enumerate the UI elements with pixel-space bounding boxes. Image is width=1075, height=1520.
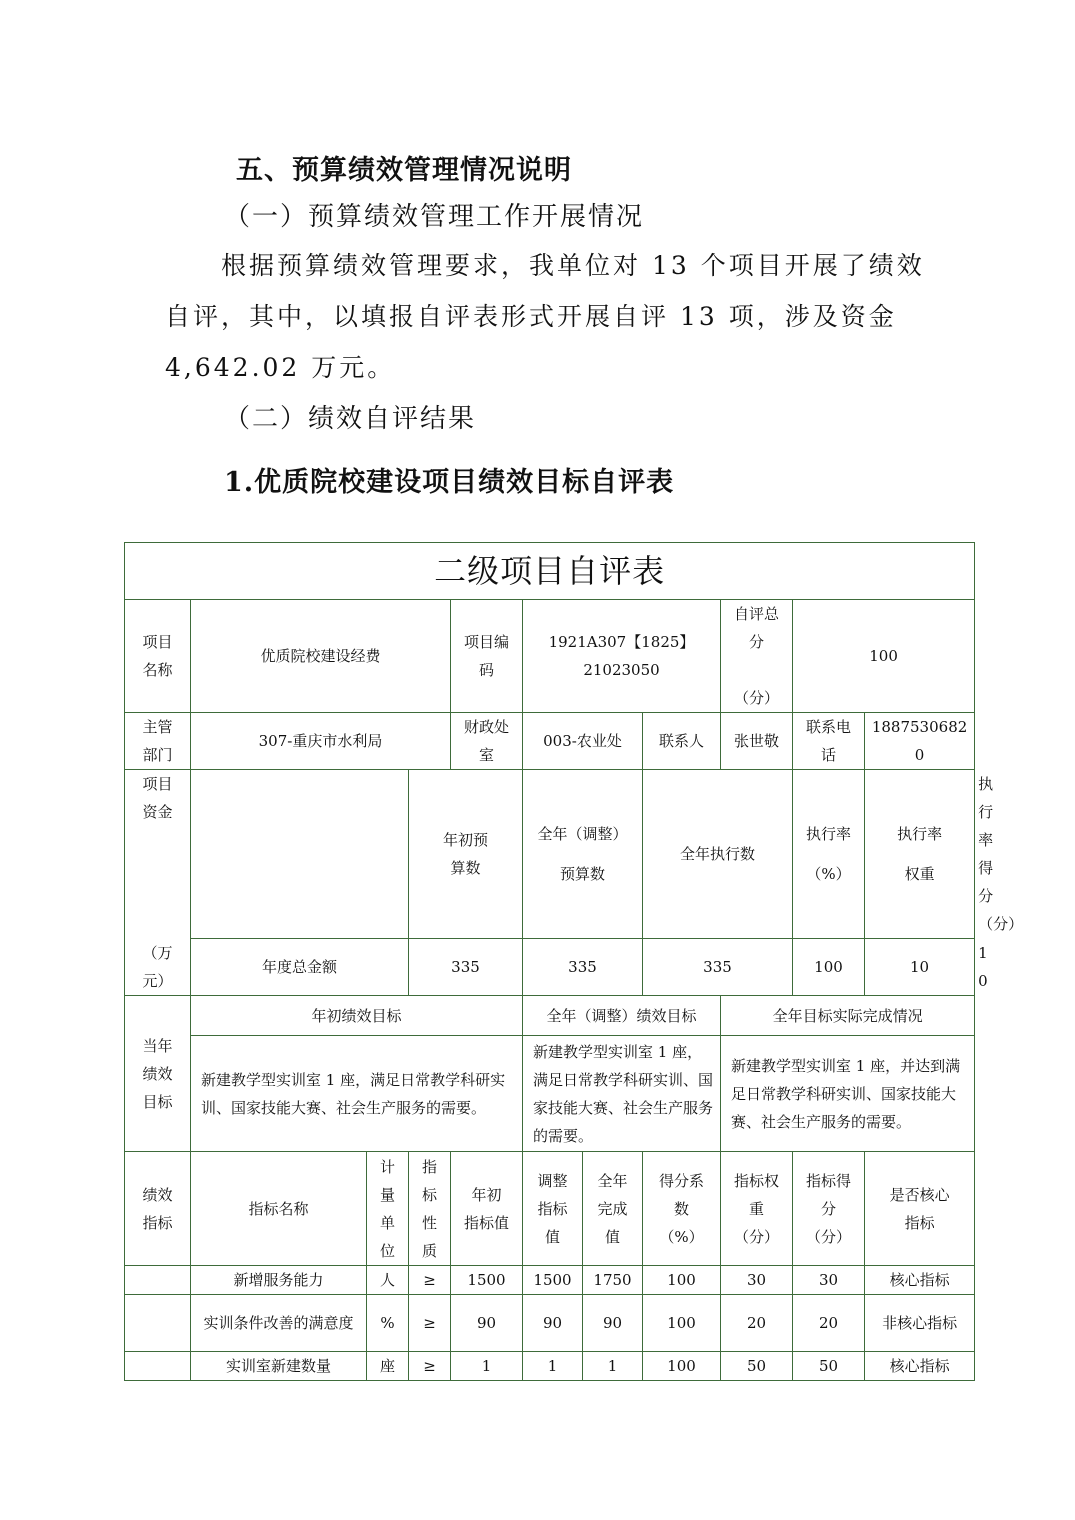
- ind-core: 核心指标: [865, 1352, 975, 1381]
- dept: 307-重庆市水利局: [191, 713, 451, 770]
- ind-nature: ≥: [409, 1266, 451, 1295]
- table-row: [125, 1266, 975, 1295]
- table-heading: 1.优质院校建设项目绩效目标自评表: [224, 467, 675, 498]
- ind-nature: ≥: [409, 1295, 451, 1352]
- ind-header-coef: 得分系 数 （%）: [643, 1152, 721, 1266]
- ind-name: 实训室新建数量: [191, 1352, 367, 1381]
- col-initial-budget: 年初预 算数: [409, 770, 523, 939]
- subsection-heading-results: （二）绩效自评结果: [224, 404, 477, 434]
- ind-weight: 50: [721, 1352, 793, 1381]
- ind-unit: 人: [367, 1266, 409, 1295]
- self-evaluation-table: 二级项目自评表 项目 名称 优质院校建设经费 项目编 码 1921A307【1825】 21023050 自评总 分 （分） 100 主管 部门 307-重庆市水利局 财政处 室 003-农业处 联系人 张世敬 联系电 话 18875306820 项目 资金 年初预 算数 全年（调整） 预算数 全年执行数 执行率 （%） 执行率 权重 执行率得分 （分） （万 元） 年度总金额 335 335 335 100 10 10 当年 绩效 目标 年初绩效目标 全年（调整）绩效目标 全年目标实际完成情况 新建教学型实训室 1 座，满足日常教学科研实训、国家技能大赛、社会生产服务的需要。 新建教学型实训室 1 座，满足日常教学科研实训、国家技能大赛、社会生产服务的需要。 新建教学型实训室 1 座，并达到满足日常教学科研实训、国家技能大赛、社会生产服务的需要。 绩效 指标 指标名称 计 量 单 位 指 标 性 质 年初 指标值 调整 指标 值 全年 完成 值 得分系 数 （%） 指标权 重 （分） 指标得 分 （分） 是否核心 指标 新增服务能力 人 ≥ 1500 1500 1750 100 30 30 核心指标 实训条件改善的满意度 % ≥ 90 90 90 100 20 20 非核心指标 实训室新建数量 座 ≥ 1 1 1 100 50 50 核心指标: [124, 542, 975, 1381]
- funds-exec-rate: 100: [793, 939, 865, 996]
- dept-label: 主管 部门: [125, 713, 191, 770]
- ind-header-nature: 指 标 性 质: [409, 1152, 451, 1266]
- ind-core: 非核心指标: [865, 1295, 975, 1352]
- ind-weight: 20: [721, 1295, 793, 1352]
- ind-initial: 90: [451, 1295, 523, 1352]
- project-code-label: 项目编 码: [451, 600, 523, 713]
- project-name-label: 项目 名称: [125, 600, 191, 713]
- ind-coef: 100: [643, 1295, 721, 1352]
- funds-label-top: 项目 资金: [125, 770, 191, 939]
- project-name: 优质院校建设经费: [191, 600, 451, 713]
- col-exec-weight: 执行率 权重: [865, 770, 975, 939]
- ind-header-adjusted: 调整 指标 值: [523, 1152, 583, 1266]
- ind-score: 50: [793, 1352, 865, 1381]
- ind-header-name: 指标名称: [191, 1152, 367, 1266]
- ind-initial: 1: [451, 1352, 523, 1381]
- col-executed: 全年执行数: [643, 770, 793, 939]
- ind-header-initial: 年初 指标值: [451, 1152, 523, 1266]
- contact-name: 张世敬: [721, 713, 793, 770]
- row-blank-cell: [125, 1352, 191, 1381]
- total-score: 100: [793, 600, 975, 713]
- ind-unit: %: [367, 1295, 409, 1352]
- project-code: 1921A307【1825】 21023050: [523, 600, 721, 713]
- table-row: [125, 1295, 975, 1352]
- goal-initial-text: 新建教学型实训室 1 座，满足日常教学科研实训、国家技能大赛、社会生产服务的需要。: [191, 1036, 523, 1152]
- goal-actual-text: 新建教学型实训室 1 座，并达到满足日常教学科研实训、国家技能大赛、社会生产服务的需要。: [721, 1036, 975, 1152]
- section-heading: 五、预算绩效管理情况说明: [236, 155, 572, 186]
- funds-adjusted: 335: [523, 939, 643, 996]
- ind-header-unit: 计 量 单 位: [367, 1152, 409, 1266]
- subsection-heading-work: （一）预算绩效管理工作开展情况: [224, 202, 645, 232]
- summary-text: 根据预算绩效管理要求，我单位对 13 个项目开展了绩效自评，其中，以填报自评表形式开展自评 13 项，涉及资金 4,642.02 万元。: [165, 251, 925, 382]
- col-exec-rate: 执行率 （%）: [793, 770, 865, 939]
- contact-label: 联系人: [643, 713, 721, 770]
- ind-name: 实训条件改善的满意度: [191, 1295, 367, 1352]
- goals-label: 当年 绩效 目标: [125, 996, 191, 1152]
- ind-header-score: 指标得 分 （分）: [793, 1152, 865, 1266]
- row-blank-cell: [125, 1295, 191, 1352]
- ind-coef: 100: [643, 1266, 721, 1295]
- funds-exec-weight: 10: [865, 939, 975, 996]
- ind-actual: 1750: [583, 1266, 643, 1295]
- indicators-label: 绩效 指标: [125, 1152, 191, 1266]
- phone-label: 联系电 话: [793, 713, 865, 770]
- goal-initial-header: 年初绩效目标: [191, 996, 523, 1036]
- ind-name: 新增服务能力: [191, 1266, 367, 1295]
- form-title: 二级项目自评表: [125, 543, 975, 600]
- ind-score: 30: [793, 1266, 865, 1295]
- ind-initial: 1500: [451, 1266, 523, 1295]
- ind-coef: 100: [643, 1352, 721, 1381]
- ind-weight: 30: [721, 1266, 793, 1295]
- summary-paragraph: [165, 240, 925, 393]
- total-score-label: 自评总 分 （分）: [721, 600, 793, 713]
- funds-executed: 335: [643, 939, 793, 996]
- funds-blank-header: [191, 770, 409, 939]
- ind-core: 核心指标: [865, 1266, 975, 1295]
- finance-office: 003-农业处: [523, 713, 643, 770]
- finance-office-label: 财政处 室: [451, 713, 523, 770]
- ind-adjusted: 90: [523, 1295, 583, 1352]
- goal-actual-header: 全年目标实际完成情况: [721, 996, 975, 1036]
- ind-adjusted: 1: [523, 1352, 583, 1381]
- goal-adjusted-text: 新建教学型实训室 1 座，满足日常教学科研实训、国家技能大赛、社会生产服务的需要。: [523, 1036, 721, 1152]
- funds-row-label: 年度总金额: [191, 939, 409, 996]
- table-row: [125, 1352, 975, 1381]
- ind-adjusted: 1500: [523, 1266, 583, 1295]
- ind-actual: 90: [583, 1295, 643, 1352]
- ind-unit: 座: [367, 1352, 409, 1381]
- row-blank-cell: [125, 1266, 191, 1295]
- ind-header-weight: 指标权 重 （分）: [721, 1152, 793, 1266]
- col-adjusted-budget: 全年（调整） 预算数: [523, 770, 643, 939]
- phone-number: 18875306820: [865, 713, 975, 770]
- ind-actual: 1: [583, 1352, 643, 1381]
- funds-label-bottom: （万 元）: [125, 939, 191, 996]
- ind-nature: ≥: [409, 1352, 451, 1381]
- ind-header-actual: 全年 完成 值: [583, 1152, 643, 1266]
- funds-initial: 335: [409, 939, 523, 996]
- goal-adjusted-header: 全年（调整）绩效目标: [523, 996, 721, 1036]
- ind-score: 20: [793, 1295, 865, 1352]
- ind-header-core: 是否核心 指标: [865, 1152, 975, 1266]
